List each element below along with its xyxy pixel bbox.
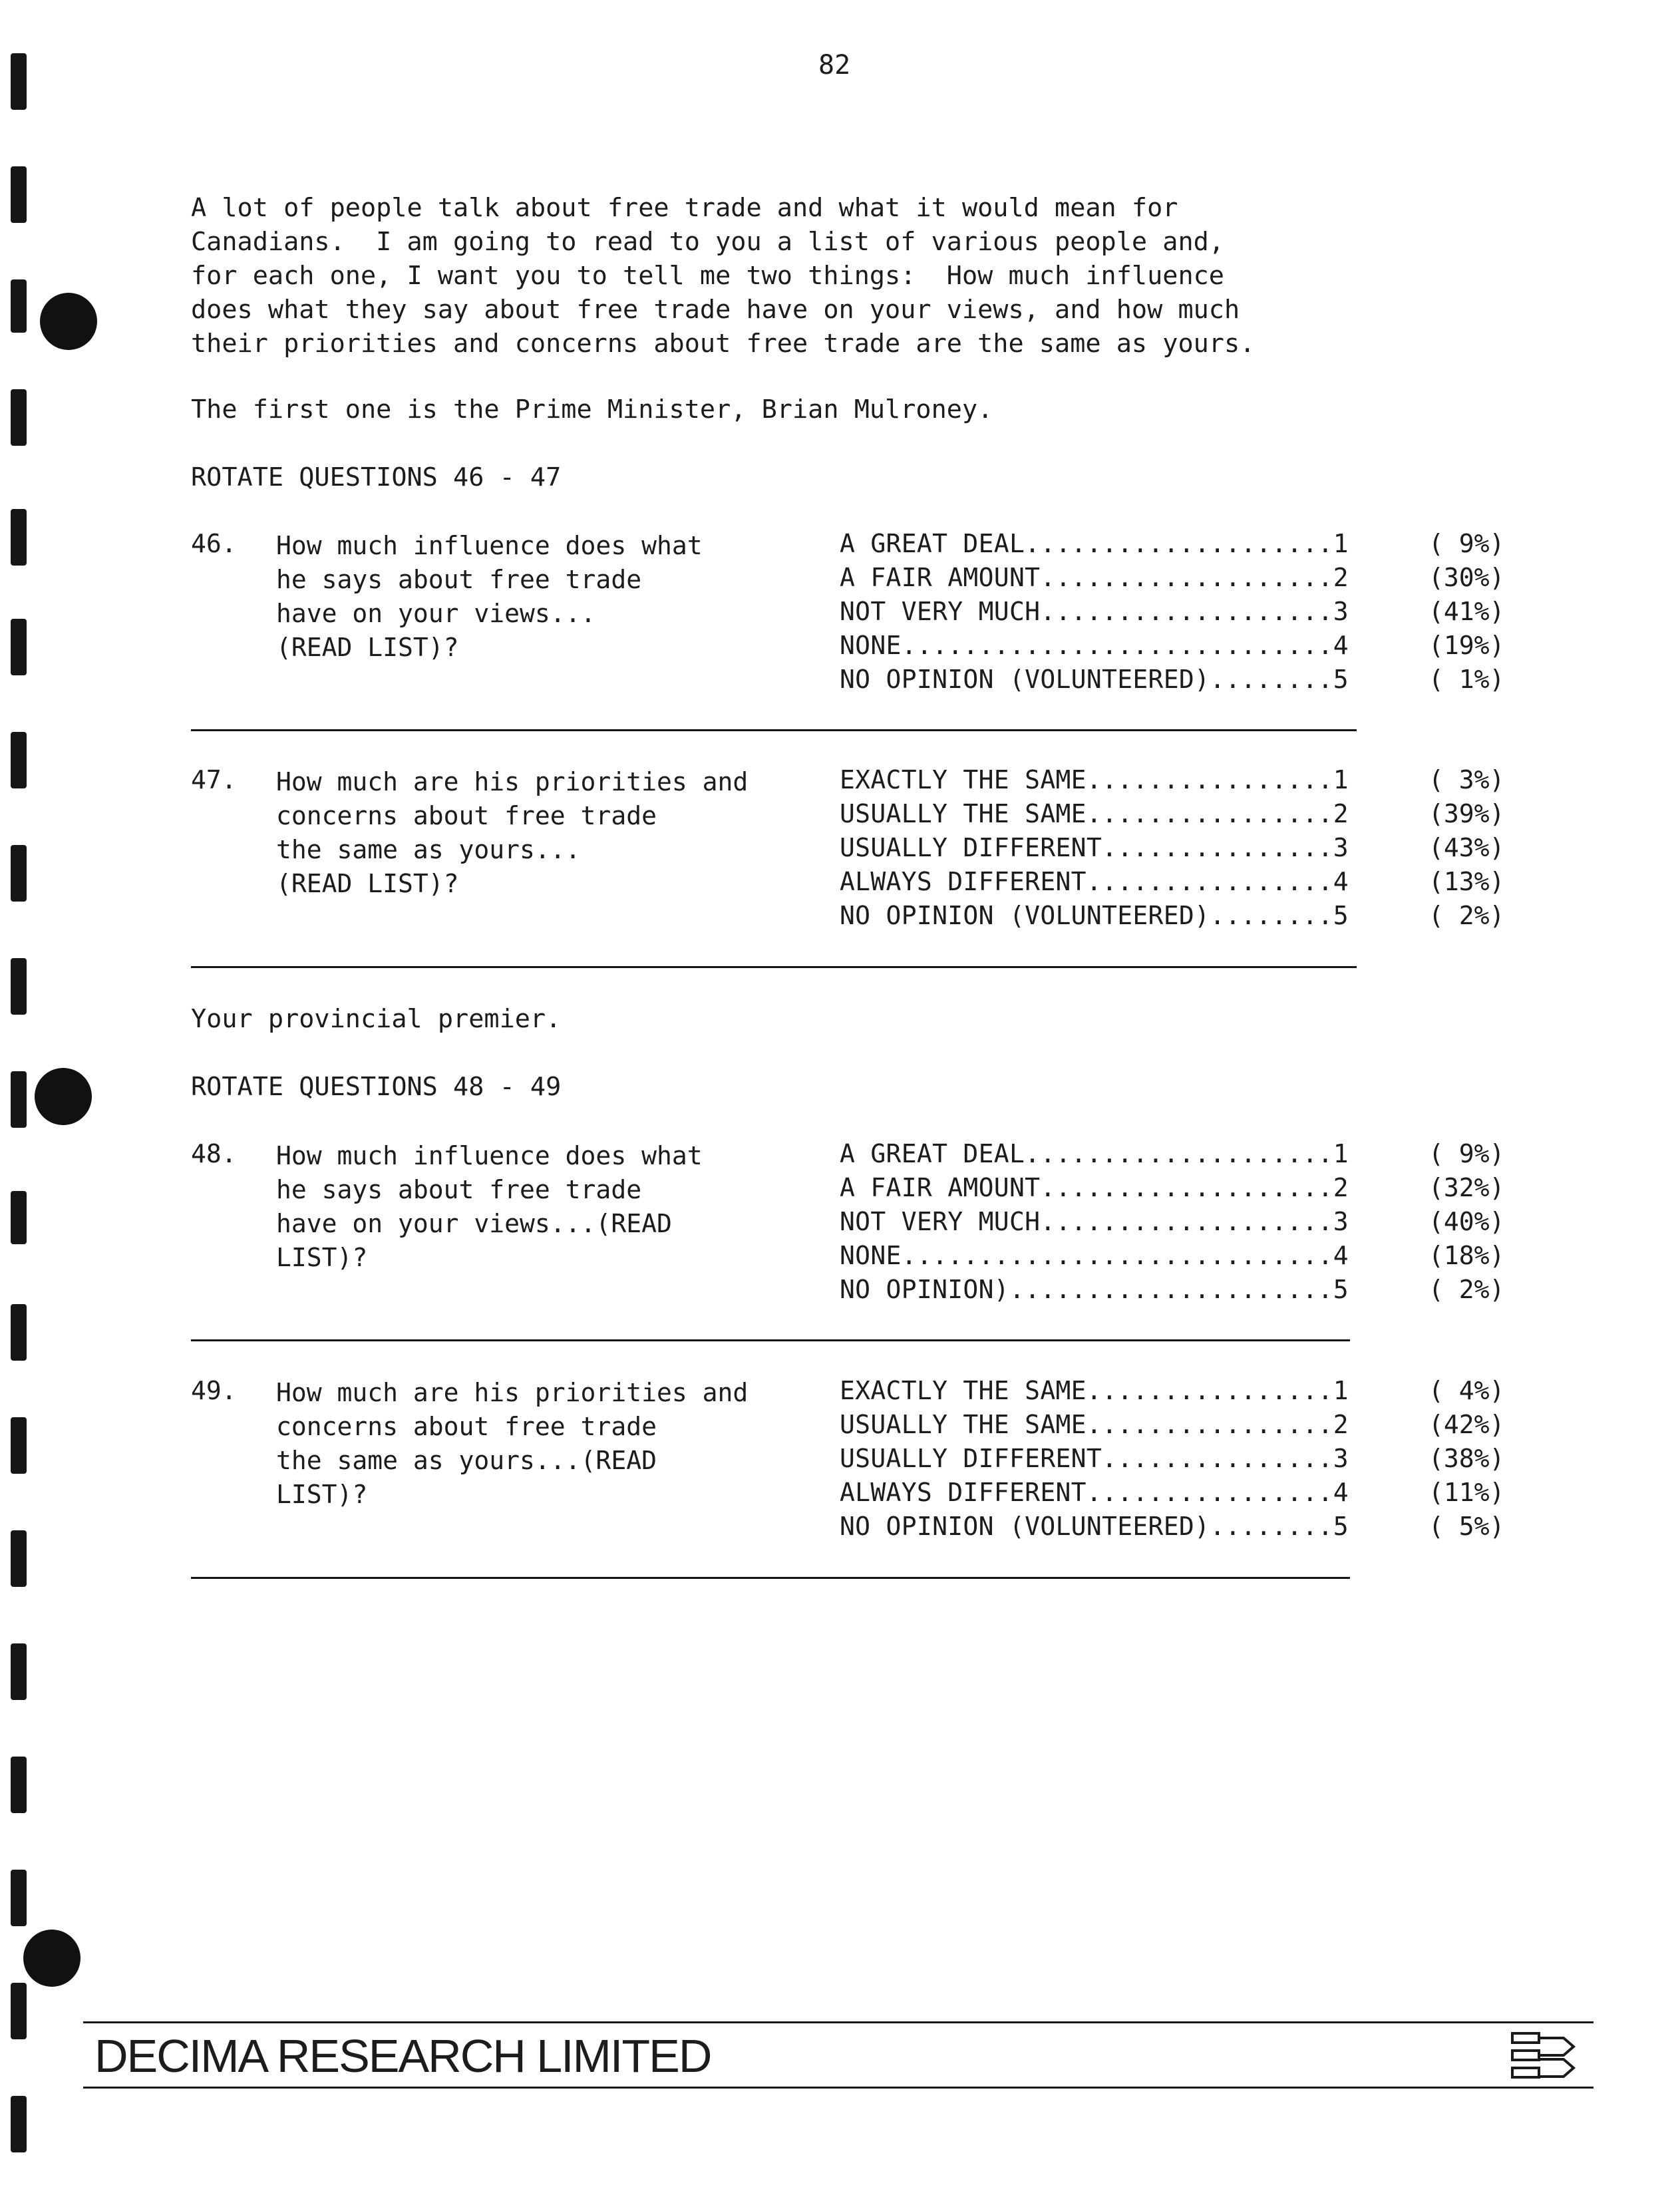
option-percent: (41%): [1428, 597, 1505, 626]
binder-mark: [11, 1191, 27, 1244]
page-number: 82: [818, 50, 851, 81]
section-divider: [191, 729, 1357, 731]
question-46: [191, 529, 1522, 709]
option-percent: (30%): [1428, 563, 1505, 592]
binder-mark: [11, 732, 27, 788]
second-subject: Your provincial premier.: [191, 1004, 562, 1034]
option-percent: (18%): [1428, 1241, 1505, 1270]
option-percent: ( 2%): [1428, 901, 1505, 930]
footer-rule-bottom: [83, 2087, 1594, 2089]
punch-hole: [35, 1068, 92, 1125]
question-number: 48.: [191, 1139, 237, 1168]
binder-mark: [11, 1417, 27, 1474]
option-percent: ( 1%): [1428, 665, 1505, 694]
option-label: NOT VERY MUCH...................3: [840, 1207, 1349, 1236]
rotate-instruction-46-47: ROTATE QUESTIONS 46 - 47: [191, 462, 562, 492]
punch-hole: [40, 293, 97, 350]
option-label: NOT VERY MUCH...................3: [840, 597, 1349, 626]
binder-mark: [11, 1530, 27, 1587]
option-label: A FAIR AMOUNT...................2: [840, 563, 1349, 592]
option-percent: ( 2%): [1428, 1275, 1505, 1304]
question-number: 49.: [191, 1376, 237, 1405]
binder-mark: [11, 389, 27, 446]
decima-logo-icon: [1507, 2029, 1580, 2083]
option-percent: (32%): [1428, 1173, 1505, 1202]
binder-mark: [11, 166, 27, 223]
intro-paragraph: A lot of people talk about free trade and what it would mean for Canadians. I am going to read to you a list of various people and, for each one, I want you to tell me two things: How much influence does what they say about free trade have on your views, and how much their priorities and concerns about free trade are the same as yours.: [191, 193, 1256, 359]
option-label: USUALLY THE SAME................2: [840, 799, 1349, 828]
question-49: [191, 1376, 1522, 1556]
binder-mark: [11, 1643, 27, 1700]
rotate-instruction-48-49: ROTATE QUESTIONS 48 - 49: [191, 1072, 562, 1102]
binder-mark: [11, 1304, 27, 1361]
option-percent: (19%): [1428, 631, 1505, 660]
punch-hole: [23, 1930, 81, 1987]
option-label: A GREAT DEAL....................1: [840, 529, 1349, 558]
option-label: NONE............................4: [840, 631, 1349, 660]
option-percent: (40%): [1428, 1207, 1505, 1236]
binder-mark: [11, 1870, 27, 1926]
question-text: How much are his priorities and concerns about free trade the same as yours... (READ LIST)?: [276, 767, 749, 898]
option-label: A GREAT DEAL....................1: [840, 1139, 1349, 1168]
option-percent: (42%): [1428, 1410, 1505, 1439]
option-percent: ( 3%): [1428, 765, 1505, 794]
option-label: NO OPINION (VOLUNTEERED)........5: [840, 901, 1349, 930]
section-divider: [191, 1339, 1350, 1341]
binder-mark: [11, 1071, 27, 1128]
question-number: 47.: [191, 765, 237, 794]
question-text: How much influence does what he says about free trade have on your views... (READ LIST)?: [276, 531, 703, 662]
option-percent: ( 5%): [1428, 1512, 1505, 1541]
option-percent: (11%): [1428, 1478, 1505, 1507]
option-label: NO OPINION (VOLUNTEERED)........5: [840, 1512, 1349, 1541]
footer-company-name: DECIMA RESEARCH LIMITED: [94, 2030, 711, 2082]
binder-mark: [11, 1757, 27, 1813]
option-label: USUALLY THE SAME................2: [840, 1410, 1349, 1439]
section-divider: [191, 1577, 1350, 1579]
option-percent: (39%): [1428, 799, 1505, 828]
question-number: 46.: [191, 529, 237, 558]
option-label: NO OPINION).....................5: [840, 1275, 1349, 1304]
option-label: EXACTLY THE SAME................1: [840, 1376, 1349, 1405]
binder-mark: [11, 958, 27, 1015]
question-47: [191, 765, 1522, 945]
binder-mark: [11, 279, 27, 333]
binder-mark: [11, 619, 27, 675]
question-48: [191, 1139, 1522, 1319]
binder-mark: [11, 2096, 27, 2152]
option-label: NONE............................4: [840, 1241, 1349, 1270]
option-label: EXACTLY THE SAME................1: [840, 765, 1349, 794]
option-percent: ( 9%): [1428, 529, 1505, 558]
option-percent: (13%): [1428, 867, 1505, 896]
option-percent: ( 4%): [1428, 1376, 1505, 1405]
option-label: ALWAYS DIFFERENT................4: [840, 867, 1349, 896]
option-label: USUALLY DIFFERENT...............3: [840, 1444, 1349, 1473]
binder-mark: [11, 53, 27, 110]
binder-mark: [11, 845, 27, 902]
footer-rule-top: [83, 2021, 1594, 2023]
option-label: ALWAYS DIFFERENT................4: [840, 1478, 1349, 1507]
option-percent: (43%): [1428, 833, 1505, 862]
first-subject: The first one is the Prime Minister, Brian Mulroney.: [191, 395, 993, 424]
option-label: USUALLY DIFFERENT...............3: [840, 833, 1349, 862]
question-text: How much are his priorities and concerns about free trade the same as yours...(READ LIST)?: [276, 1378, 749, 1509]
option-label: NO OPINION (VOLUNTEERED)........5: [840, 665, 1349, 694]
option-percent: (38%): [1428, 1444, 1505, 1473]
question-text: How much influence does what he says about free trade have on your views...(READ LIST)?: [276, 1141, 703, 1272]
section-divider: [191, 966, 1357, 968]
option-percent: ( 9%): [1428, 1139, 1505, 1168]
binder-mark: [11, 509, 27, 566]
binder-mark: [11, 1983, 27, 2039]
option-label: A FAIR AMOUNT...................2: [840, 1173, 1349, 1202]
